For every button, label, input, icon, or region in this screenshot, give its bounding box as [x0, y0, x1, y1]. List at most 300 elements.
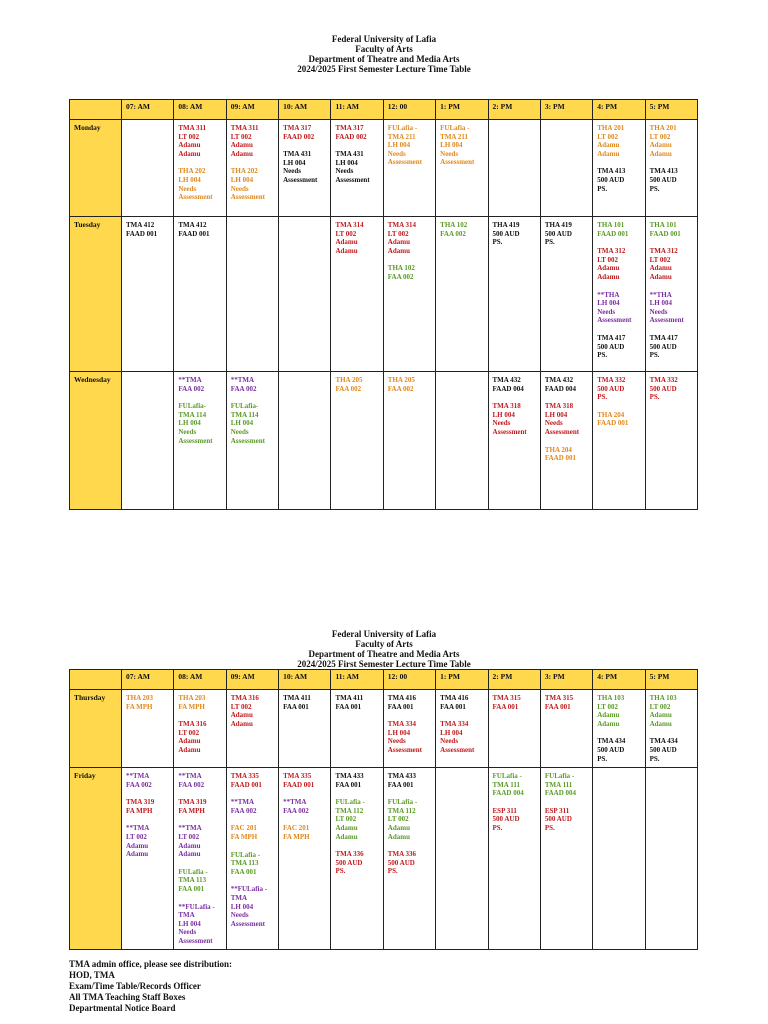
course-entry-line: Adamu — [597, 264, 620, 273]
course-entry-line: FA MPH — [178, 702, 205, 711]
course-entry — [283, 798, 326, 815]
course-entry — [283, 124, 326, 141]
course-entry-line: LT 002 — [649, 702, 671, 711]
timetable-cell — [226, 690, 278, 768]
course-entry-line: Adamu — [649, 719, 672, 728]
course-entry-line: Adamu — [178, 841, 201, 850]
course-entry-line: Assessment — [492, 427, 527, 436]
course-entry-line: LT 002 — [335, 815, 357, 824]
time-slot-header: 1: PM — [436, 670, 488, 690]
course-entry — [650, 376, 693, 402]
course-entry — [178, 221, 221, 238]
course-entry-line: LH 004 — [544, 410, 568, 419]
course-entry-line: TMA 417 — [597, 333, 626, 342]
course-entry-line: Adamu — [649, 711, 672, 720]
course-entry-line: 500 AUD — [649, 175, 677, 184]
time-slot-header: 4: PM — [593, 100, 645, 120]
time-slot-header: 10: AM — [279, 100, 331, 120]
course-entry-line: LH 004 — [597, 299, 620, 308]
course-entry — [178, 376, 221, 393]
course-entry-line: TMA 317 — [335, 124, 364, 132]
course-entry-line: THA 102 — [440, 221, 468, 229]
course-entry — [388, 221, 431, 255]
course-entry-line: TMA 114 — [230, 410, 259, 419]
course-entry-line: THA 204 — [544, 445, 572, 454]
timetable-cell — [540, 372, 592, 510]
course-entry-line: FAA 001 — [387, 780, 414, 789]
course-entry — [388, 720, 431, 754]
course-entry-line: FAA 001 — [544, 702, 571, 711]
course-entry-line: TMA 211 — [387, 132, 416, 141]
time-slot-header: 3: PM — [540, 100, 592, 120]
course-entry-line: FAAD 004 — [492, 789, 524, 798]
course-entry — [493, 221, 536, 247]
course-entry-line: FULafia - — [230, 850, 261, 859]
course-entry — [545, 446, 588, 463]
course-entry-line: TMA 319 — [126, 798, 155, 807]
course-entry-line: Adamu — [178, 745, 201, 754]
timetable-cell — [593, 372, 645, 510]
course-entry-line: Needs — [440, 737, 459, 746]
course-entry-line: Adamu — [597, 719, 620, 728]
course-entry-line: LT 002 — [178, 132, 200, 141]
course-entry-line: TMA 413 — [649, 167, 678, 176]
course-entry-line: FULafia - — [178, 867, 208, 876]
timetable-cell — [488, 120, 540, 217]
course-entry-line: FA MPH — [283, 832, 310, 841]
course-entry-line: Needs — [178, 928, 197, 937]
course-entry-line: LT 002 — [597, 255, 619, 264]
timetable-cell — [540, 217, 592, 372]
course-entry-line: PS. — [649, 351, 660, 360]
time-slot-header: 09: AM — [226, 670, 278, 690]
time-slot-header: 3: PM — [540, 670, 592, 690]
course-entry-line: THA 204 — [597, 410, 625, 419]
timetable-cell — [226, 120, 278, 217]
course-entry — [178, 694, 221, 711]
course-entry-line: TMA 416 — [440, 694, 469, 702]
course-entry-line: ESP 311 — [492, 806, 517, 815]
timetable-cell — [122, 217, 174, 372]
course-entry — [388, 772, 431, 789]
course-entry-line: TMA 332 — [649, 376, 678, 384]
course-entry-line: FAA 001 — [492, 702, 519, 711]
course-entry — [388, 798, 431, 841]
timetable-thursday-friday — [69, 669, 698, 950]
course-entry-line: TMA 312 — [597, 247, 626, 256]
university-name: Federal University of Lafia — [331, 629, 437, 639]
course-entry-line: FULafia - — [387, 124, 418, 132]
course-entry — [597, 291, 640, 325]
course-entry-line: THA 202 — [178, 167, 206, 176]
course-entry — [283, 772, 326, 789]
day-label: Monday — [70, 120, 122, 217]
course-entry-line: 500 AUD — [492, 815, 520, 824]
course-entry — [650, 124, 693, 158]
course-entry-line: Needs — [230, 911, 249, 920]
course-entry-line: LH 004 — [440, 728, 463, 737]
course-entry-line: Assessment — [230, 193, 265, 202]
course-entry-line: TMA 111 — [544, 780, 573, 789]
university-name: Federal University of Lafia — [331, 34, 437, 44]
timetable-cell — [488, 372, 540, 510]
distribution-exam-officer: Exam/Time Table/Records Officer — [69, 981, 201, 991]
course-entry — [545, 694, 588, 711]
time-slot-header: 5: PM — [645, 100, 697, 120]
course-entry-line: LT 002 — [335, 229, 357, 238]
course-entry — [178, 124, 221, 158]
time-slot-header: 4: PM — [593, 670, 645, 690]
course-entry-line: 500 AUD — [335, 858, 363, 867]
course-entry-line: FAA 002 — [387, 272, 414, 281]
course-entry-line: Needs — [283, 167, 301, 176]
course-entry-line: THA 101 — [649, 221, 677, 229]
timetable-cell — [436, 690, 488, 768]
course-entry-line: Adamu — [230, 141, 253, 150]
distribution-notice-board: Departmental Notice Board — [69, 1003, 176, 1013]
course-entry-line: FULafia - — [335, 798, 365, 807]
timetable-cell — [436, 768, 488, 950]
course-entry — [178, 167, 221, 201]
day-label: Thursday — [70, 690, 122, 768]
course-entry-line: TMA 113 — [230, 859, 259, 868]
course-entry-line: FAA 002 — [387, 384, 414, 393]
course-entry — [283, 824, 326, 841]
course-entry-line: PS. — [544, 823, 555, 832]
course-entry-line: Needs — [544, 419, 563, 428]
course-entry — [283, 150, 326, 184]
course-entry-line: PS. — [597, 184, 608, 193]
course-entry-line: Adamu — [387, 823, 410, 832]
course-entry — [650, 167, 693, 193]
course-entry-line: FAA 002 — [178, 384, 205, 393]
course-entry-line: PS. — [649, 393, 660, 402]
course-entry-line: FAA 001 — [335, 780, 362, 789]
course-entry-line: FAA 002 — [335, 384, 362, 393]
course-entry-line: Assessment — [597, 316, 632, 325]
course-entry-line: Assessment — [230, 919, 265, 928]
course-entry — [126, 694, 169, 711]
timetable-cell — [331, 217, 383, 372]
course-entry-line: Adamu — [597, 141, 620, 150]
course-entry-line: Adamu — [335, 238, 358, 247]
course-entry-line: FA MPH — [178, 806, 205, 815]
distribution-hod: HOD, TMA — [69, 970, 115, 980]
time-slot-header: 08: AM — [174, 100, 226, 120]
course-entry-line: Adamu — [126, 841, 149, 850]
course-entry-line: FAA 002 — [283, 806, 309, 815]
course-entry — [597, 737, 640, 763]
department-name: Department of Theatre and Media Arts — [308, 54, 460, 64]
timetable-cell — [279, 372, 331, 510]
course-entry — [493, 376, 536, 393]
course-entry — [440, 221, 483, 238]
course-entry-line: THA 101 — [597, 221, 625, 229]
timetable-cell — [436, 372, 488, 510]
timetable-cell — [174, 768, 226, 950]
timetable-monday-wednesday — [69, 99, 698, 510]
course-entry-line: LT 002 — [230, 132, 252, 141]
course-entry-line: Adamu — [387, 238, 410, 247]
course-entry-line: Needs — [178, 427, 197, 436]
course-entry-line: THA 203 — [178, 694, 206, 702]
course-entry-line: TMA 336 — [335, 850, 364, 859]
course-entry — [178, 903, 221, 946]
course-entry-line: Needs — [597, 307, 616, 316]
course-entry — [440, 720, 483, 754]
course-entry-line: FAAD 001 — [649, 229, 681, 238]
course-entry-line: TMA 433 — [387, 772, 416, 780]
course-entry — [231, 798, 274, 815]
timetable-cell — [593, 690, 645, 768]
timetable-cell — [645, 372, 697, 510]
course-entry — [493, 772, 536, 798]
course-entry-line: Adamu — [649, 149, 672, 158]
course-entry-line: Adamu — [126, 850, 149, 859]
day-row — [70, 120, 698, 217]
course-entry-line: 500 AUD — [492, 229, 520, 238]
timetable-cell — [488, 690, 540, 768]
course-entry-line: LH 004 — [230, 902, 254, 911]
course-entry-line: 500 AUD — [597, 175, 625, 184]
course-entry-line: LT 002 — [387, 815, 409, 824]
course-entry-line: FAAD 001 — [230, 780, 262, 789]
time-header-row — [70, 670, 698, 690]
course-entry-line: TMA 316 — [230, 694, 259, 702]
timetable-cell — [122, 120, 174, 217]
course-entry-line: FULafia - — [387, 798, 418, 807]
course-entry-line: THA 201 — [597, 124, 625, 132]
course-entry — [126, 824, 169, 858]
course-entry-line: FAAD 001 — [597, 419, 629, 428]
course-entry — [545, 221, 588, 247]
time-slot-header: 11: AM — [331, 670, 383, 690]
course-entry-line: TMA 334 — [440, 720, 469, 729]
course-entry-line: TMA 416 — [387, 694, 416, 702]
course-entry-line: **THA — [649, 290, 672, 299]
course-entry-line: Assessment — [649, 316, 684, 325]
course-entry — [597, 376, 640, 402]
day-row — [70, 372, 698, 510]
timetable-cell — [331, 372, 383, 510]
course-entry-line: Assessment — [387, 158, 423, 167]
course-entry-line: **TMA — [126, 824, 150, 833]
course-entry-line: Needs — [387, 737, 406, 746]
time-slot-header: 5: PM — [645, 670, 697, 690]
course-entry-line: **TMA — [178, 824, 202, 833]
timetable-cell — [436, 217, 488, 372]
course-entry — [388, 264, 431, 281]
course-entry-line: TMA 431 — [335, 150, 364, 159]
course-entry — [231, 402, 274, 445]
timetable-cell — [593, 120, 645, 217]
course-entry — [545, 376, 588, 393]
time-header-row — [70, 100, 698, 120]
course-entry-line: PS. — [544, 238, 555, 247]
course-entry — [650, 291, 693, 325]
course-entry-line: TMA 311 — [178, 124, 207, 132]
course-entry-line: FULafia - — [492, 772, 522, 780]
course-entry-line: TMA 332 — [597, 376, 626, 384]
course-entry-line: Assessment — [440, 158, 475, 167]
course-entry-line: TMA 113 — [178, 876, 207, 885]
course-entry-line: Adamu — [178, 737, 201, 746]
course-entry-line: PS. — [649, 184, 660, 193]
course-entry — [597, 411, 640, 428]
timetable-cell — [645, 690, 697, 768]
time-slot-header: 11: AM — [331, 100, 383, 120]
timetable-cell — [279, 768, 331, 950]
course-entry-line: TMA 112 — [335, 806, 364, 815]
course-entry-line: Adamu — [649, 141, 672, 150]
course-entry-line: FAA 002 — [230, 384, 257, 393]
course-entry — [545, 402, 588, 436]
course-entry-line: FAAD 001 — [544, 454, 577, 463]
course-entry-line: TMA 432 — [492, 376, 521, 384]
course-entry-line: TMA 311 — [230, 124, 259, 132]
course-entry-line: Adamu — [387, 832, 410, 841]
course-entry-line: TMA 411 — [283, 694, 311, 702]
course-entry-line: TMA 316 — [178, 720, 207, 729]
course-entry-line: THA 205 — [387, 376, 415, 384]
course-entry-line: THA 202 — [230, 167, 258, 176]
timetable-cell — [122, 372, 174, 510]
timetable-cell — [383, 217, 435, 372]
course-entry-line: FAAD 002 — [335, 132, 367, 141]
course-entry-line: TMA 319 — [178, 798, 207, 807]
course-entry-line: FAA 002 — [126, 780, 152, 789]
timetable-cell — [540, 768, 592, 950]
faculty-name: Faculty of Arts — [355, 44, 413, 54]
course-entry-line: Assessment — [440, 745, 475, 754]
course-entry-line: LH 004 — [492, 410, 515, 419]
timetable-cell — [383, 768, 435, 950]
course-entry — [493, 807, 536, 833]
course-entry-line: THA 103 — [649, 694, 677, 702]
course-entry-line: LT 002 — [387, 229, 409, 238]
course-entry-line: TMA 314 — [387, 221, 416, 229]
course-entry — [178, 720, 221, 754]
course-entry — [335, 376, 378, 393]
course-entry-line: 500 AUD — [597, 342, 625, 351]
course-entry — [178, 868, 221, 894]
course-entry-line: FAAD 001 — [283, 780, 315, 789]
course-entry-line: LH 004 — [230, 175, 254, 184]
timetable-cell — [593, 768, 645, 950]
course-entry-line: TMA 411 — [335, 694, 364, 702]
course-entry — [388, 850, 431, 876]
course-entry-line: TMA 412 — [126, 221, 155, 229]
course-entry-line: TMA — [230, 893, 248, 902]
faculty-name: Faculty of Arts — [355, 639, 413, 649]
course-entry-line: LH 004 — [283, 158, 306, 167]
course-entry — [335, 150, 378, 184]
timetable-cell — [174, 120, 226, 217]
course-entry-line: LT 002 — [597, 132, 619, 141]
course-entry — [597, 334, 640, 360]
course-entry-line: **TMA — [178, 772, 202, 780]
day-label: Tuesday — [70, 217, 122, 372]
course-entry-line: FAA 001 — [440, 702, 466, 711]
course-entry-line: TMA 312 — [649, 247, 678, 256]
day-label: Wednesday — [70, 372, 122, 510]
course-entry — [597, 167, 640, 193]
timetable-cell — [436, 120, 488, 217]
timetable-cell — [331, 120, 383, 217]
timetable-cell — [331, 768, 383, 950]
course-entry-line: LH 004 — [178, 419, 201, 428]
course-entry-line: Adamu — [597, 711, 620, 720]
course-entry-line: **TMA — [230, 376, 255, 384]
course-entry-line: PS. — [649, 754, 660, 763]
timetable-cell — [645, 217, 697, 372]
timetable-cell — [383, 372, 435, 510]
course-entry — [388, 376, 431, 393]
course-entry — [231, 124, 274, 158]
time-slot-header: 07: AM — [122, 670, 174, 690]
course-entry-line: Assessment — [387, 745, 423, 754]
course-entry-line: LH 004 — [178, 919, 201, 928]
timetable-heading-1 — [0, 34, 768, 74]
course-entry — [126, 798, 169, 815]
timetable-cell — [593, 217, 645, 372]
timetable-cell — [331, 690, 383, 768]
course-entry — [388, 124, 431, 167]
course-entry — [178, 824, 221, 858]
day-row — [70, 217, 698, 372]
course-entry — [493, 694, 536, 711]
course-entry-line: Adamu — [335, 832, 358, 841]
course-entry-line: Assessment — [335, 175, 370, 184]
timetable-cell — [540, 120, 592, 217]
timetable-cell — [279, 120, 331, 217]
time-slot-header: 1: PM — [436, 100, 488, 120]
course-entry-line: Needs — [649, 307, 668, 316]
course-entry-line: FAC 201 — [283, 824, 310, 833]
course-entry-line: Needs — [387, 149, 406, 158]
course-entry — [493, 402, 536, 436]
course-entry-line: LT 002 — [126, 832, 147, 841]
course-entry — [231, 167, 274, 201]
course-entry-line: FAA 001 — [178, 884, 205, 893]
timetable-cell — [226, 372, 278, 510]
course-entry-line: Needs — [178, 184, 197, 193]
course-entry-line: TMA — [178, 911, 195, 920]
course-entry-line: LT 002 — [230, 702, 252, 711]
course-entry-line: 500 AUD — [597, 745, 625, 754]
course-entry — [388, 694, 431, 711]
course-entry-line: FA MPH — [126, 702, 153, 711]
course-entry — [283, 694, 326, 711]
course-entry-line: THA 205 — [335, 376, 363, 384]
course-entry-line: FULafia - — [440, 124, 470, 132]
corner-cell — [70, 670, 122, 690]
course-entry-line: FAAD 004 — [544, 384, 577, 393]
course-entry-line: TMA 335 — [283, 772, 312, 780]
course-entry-line: PS. — [597, 351, 608, 360]
course-entry-line: Assessment — [283, 175, 318, 184]
distribution-staff-boxes: All TMA Teaching Staff Boxes — [69, 992, 186, 1002]
course-entry-line: FAA 001 — [230, 867, 257, 876]
course-entry-line: **TMA — [230, 798, 255, 807]
course-entry — [545, 772, 588, 798]
timetable-cell — [174, 217, 226, 372]
course-entry — [335, 694, 378, 711]
course-entry-line: 500 AUD — [649, 342, 677, 351]
course-entry-line: **FULafia - — [178, 902, 215, 911]
course-entry-line: TMA 431 — [283, 150, 312, 159]
course-entry-line: 500 AUD — [649, 384, 677, 393]
